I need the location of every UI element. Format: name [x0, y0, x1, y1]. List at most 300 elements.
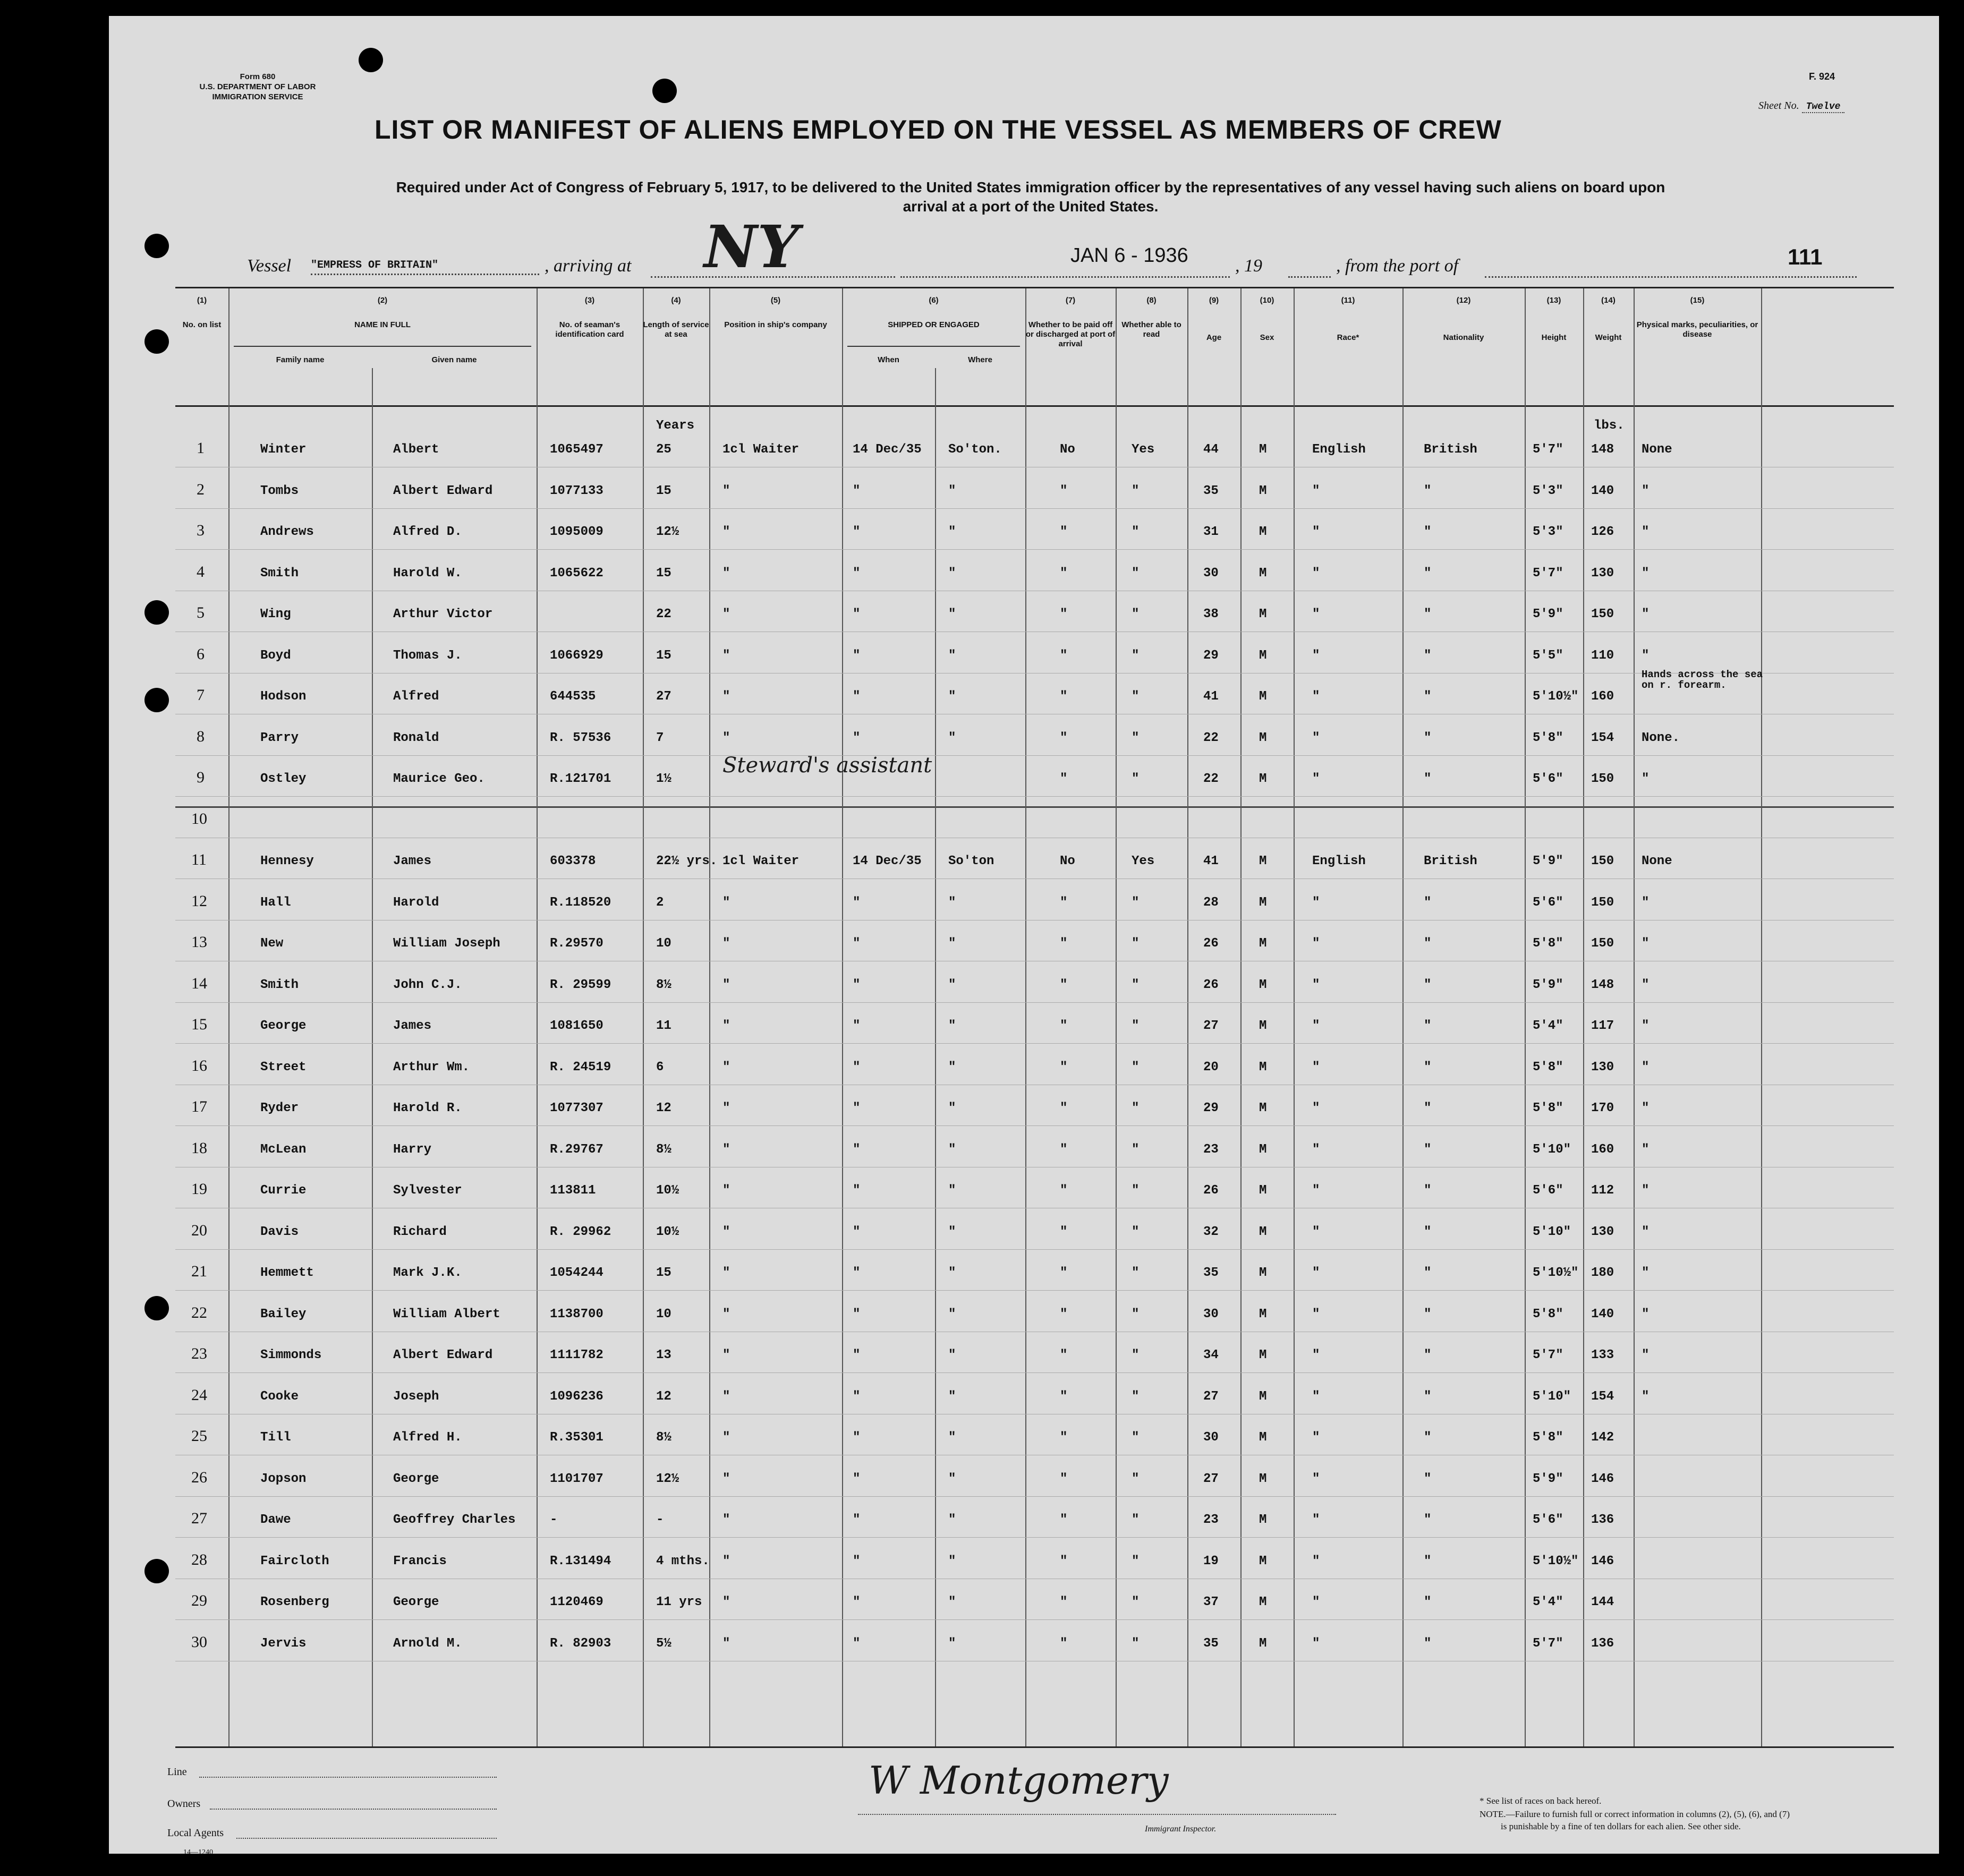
table-row [175, 633, 1894, 673]
shipped-when: " [853, 1389, 861, 1404]
family-name: Till [260, 1430, 291, 1445]
able-to-read: " [1132, 730, 1140, 745]
sex: M [1259, 1266, 1267, 1280]
paid-off: " [1060, 566, 1068, 581]
position: " [722, 607, 730, 621]
nationality: " [1424, 1019, 1432, 1033]
weight: 150 [1591, 936, 1614, 951]
given-name: Joseph [393, 1389, 439, 1404]
shipped-where: " [948, 1389, 956, 1404]
nationality: British [1424, 442, 1477, 457]
given-name: William Joseph [393, 936, 500, 951]
sex: M [1259, 607, 1267, 621]
table-row [175, 838, 1894, 879]
nationality: " [1424, 1636, 1432, 1651]
card-number: 1095009 [550, 525, 603, 539]
col-header-nationality [1402, 288, 1525, 405]
height: 5'6" [1533, 1183, 1563, 1198]
nationality: " [1424, 525, 1432, 539]
table-row [175, 1497, 1894, 1538]
race: English [1312, 854, 1366, 868]
height: 5'7" [1533, 1636, 1563, 1651]
age: 34 [1203, 1348, 1219, 1362]
weight: 130 [1591, 1224, 1614, 1239]
shipped-where: " [948, 936, 956, 951]
nationality: " [1424, 730, 1432, 745]
weight: 146 [1591, 1554, 1614, 1568]
card-number: R. 57536 [550, 730, 611, 745]
sex: M [1259, 1101, 1267, 1115]
shipped-when: " [853, 936, 861, 951]
shipped-when: " [853, 1554, 861, 1568]
nationality: " [1424, 1471, 1432, 1486]
card-number: R. 24519 [550, 1060, 611, 1075]
paid-off: " [1060, 483, 1068, 498]
sex: M [1259, 1513, 1267, 1527]
service-length: 11 [656, 1019, 671, 1033]
weight: 150 [1591, 607, 1614, 621]
shipped-where: " [948, 1595, 956, 1609]
paid-off: " [1060, 977, 1068, 992]
shipped-when: " [853, 1430, 861, 1445]
family-name: Faircloth [260, 1554, 329, 1568]
height: 5'8" [1533, 730, 1563, 745]
service-length: 15 [656, 1266, 671, 1280]
shipped-when: " [853, 1019, 861, 1033]
position: " [722, 1636, 730, 1651]
able-to-read: " [1132, 483, 1140, 498]
physical-marks: " [1642, 1019, 1650, 1033]
nationality: " [1424, 1348, 1432, 1362]
sex: M [1259, 730, 1267, 745]
shipped-when: " [853, 1142, 861, 1157]
position: " [722, 525, 730, 539]
card-number: 1081650 [550, 1019, 603, 1033]
able-to-read: " [1132, 1389, 1140, 1404]
height: 5'7" [1533, 566, 1563, 581]
family-name: Ryder [260, 1101, 299, 1115]
card-number: R.121701 [550, 772, 611, 786]
position: " [722, 689, 730, 704]
given-name: James [393, 854, 432, 868]
paid-off: " [1060, 607, 1068, 621]
height: 5'9" [1533, 607, 1563, 621]
paid-off: " [1060, 1430, 1068, 1445]
height: 5'5" [1533, 648, 1563, 663]
row-number: 7 [197, 686, 205, 704]
weight: 140 [1591, 1307, 1614, 1321]
subtitle-line-1: Required under Act of Congress of February 5, 1917, to be delivered to the United States immigration officer by the representatives of any vessel having such aliens on board upon [396, 179, 1665, 195]
col-num: (1) [197, 296, 207, 305]
unit-years: Years [656, 419, 695, 433]
shipped-where: " [948, 1348, 956, 1362]
department: U.S. DEPARTMENT OF LABOR [199, 82, 316, 91]
service-length: 25 [656, 442, 671, 457]
col-num: (11) [1341, 296, 1355, 305]
row-number: 20 [191, 1221, 207, 1239]
table-row [175, 1044, 1894, 1085]
family-name: Simmonds [260, 1348, 322, 1362]
age: 30 [1203, 1307, 1219, 1321]
sex: M [1259, 1019, 1267, 1033]
card-number: R.35301 [550, 1430, 603, 1445]
able-to-read: " [1132, 1183, 1140, 1198]
row9-handwritten-note: Steward's assistant [722, 753, 932, 778]
service-length: 8½ [656, 1430, 671, 1445]
header-divider [175, 405, 1894, 407]
shipped-when: " [853, 566, 861, 581]
physical-marks: " [1642, 1142, 1650, 1157]
service: IMMIGRATION SERVICE [212, 92, 303, 101]
from-port-label: , from the port of [1336, 256, 1459, 276]
shipped-when: " [853, 1636, 861, 1651]
col-label: Sex [1260, 333, 1274, 342]
card-number: 1111782 [550, 1348, 603, 1362]
arriving-value: NY [704, 212, 800, 281]
col-header-name [228, 288, 537, 405]
height: 5'6" [1533, 1513, 1563, 1527]
given-name: George [393, 1471, 439, 1486]
card-number: R. 29962 [550, 1224, 611, 1239]
weight: 150 [1591, 895, 1614, 910]
signature-dots [858, 1814, 1336, 1815]
family-name: Rosenberg [260, 1595, 329, 1609]
position: " [722, 936, 730, 951]
paid-off: " [1060, 525, 1068, 539]
sex: M [1259, 566, 1267, 581]
age: 41 [1203, 854, 1219, 868]
race: " [1312, 1513, 1320, 1527]
paid-off: " [1060, 1142, 1068, 1157]
race: " [1312, 895, 1320, 910]
age: 26 [1203, 1183, 1219, 1198]
age: 22 [1203, 730, 1219, 745]
sex: M [1259, 1142, 1267, 1157]
shipped-where: " [948, 1430, 956, 1445]
given-name: Richard [393, 1224, 447, 1239]
col-label: Whether able to read [1121, 320, 1181, 339]
shipped-when: " [853, 607, 861, 621]
given-name: Alfred H. [393, 1430, 462, 1445]
card-number: 1065497 [550, 442, 603, 457]
service-length: 15 [656, 483, 671, 498]
row-number: 16 [191, 1056, 207, 1075]
given-name: George [393, 1595, 439, 1609]
card-number: R.29767 [550, 1142, 603, 1157]
physical-marks: " [1642, 1389, 1650, 1404]
able-to-read: " [1132, 648, 1140, 663]
service-length: 11 yrs [656, 1595, 702, 1609]
race: " [1312, 1019, 1320, 1033]
given-name: Francis [393, 1554, 447, 1568]
table-row [175, 1127, 1894, 1167]
position: " [722, 1266, 730, 1280]
date-dots [900, 276, 1230, 278]
print-code: 14—1240 [183, 1848, 213, 1854]
agents-dots [236, 1838, 497, 1839]
table-row [175, 1209, 1894, 1250]
shipped-where: " [948, 689, 956, 704]
sex: M [1259, 648, 1267, 663]
card-number: 1138700 [550, 1307, 603, 1321]
col-label: NAME IN FULL [234, 317, 531, 347]
table-row [175, 1003, 1894, 1044]
page-subtitle [189, 178, 1873, 216]
position: " [722, 730, 730, 745]
sex: M [1259, 977, 1267, 992]
paid-off: No [1060, 854, 1075, 868]
position: " [722, 895, 730, 910]
race: " [1312, 1554, 1320, 1568]
col-header-marks [1634, 288, 1761, 405]
service-length: 10½ [656, 1183, 679, 1198]
paid-off: " [1060, 1595, 1068, 1609]
row-number: 26 [191, 1468, 207, 1486]
able-to-read: " [1132, 772, 1140, 786]
paid-off: " [1060, 689, 1068, 704]
height: 5'8" [1533, 1060, 1563, 1075]
shipped-where: " [948, 1060, 956, 1075]
table-row [175, 1332, 1894, 1373]
family-name: Wing [260, 607, 291, 621]
family-name: Smith [260, 566, 299, 581]
given-name: William Albert [393, 1307, 500, 1321]
table-row [175, 920, 1894, 961]
card-number: - [550, 1513, 558, 1527]
family-name: Andrews [260, 525, 314, 539]
service-length: 27 [656, 689, 671, 704]
nationality: " [1424, 895, 1432, 910]
inspector-label: Immigrant Inspector. [1145, 1824, 1217, 1834]
card-number: 113811 [550, 1183, 596, 1198]
shipped-where: " [948, 1142, 956, 1157]
shipped-where: " [948, 1101, 956, 1115]
sheet-value: Twelve [1802, 101, 1845, 113]
paid-off: " [1060, 1266, 1068, 1280]
physical-marks: " [1642, 566, 1650, 581]
sex: M [1259, 1389, 1267, 1404]
weight: 140 [1591, 483, 1614, 498]
physical-marks: None [1642, 854, 1672, 868]
shipped-where: " [948, 1183, 956, 1198]
sex: M [1259, 1636, 1267, 1651]
paid-off: " [1060, 1348, 1068, 1362]
card-number: 1066929 [550, 648, 603, 663]
row-number: 11 [191, 851, 207, 868]
col-label: Weight [1595, 333, 1622, 342]
row-number: 29 [191, 1592, 207, 1609]
able-to-read: " [1132, 1348, 1140, 1362]
family-name: Street [260, 1060, 307, 1075]
col-sub-labels [842, 347, 1025, 365]
col-header-card [537, 288, 643, 405]
paid-off: " [1060, 1060, 1068, 1075]
punch-hole [144, 329, 169, 354]
age: 35 [1203, 483, 1219, 498]
table-row [175, 1374, 1894, 1414]
col-sub-family: Family name [276, 355, 325, 364]
height: 5'3" [1533, 525, 1563, 539]
paid-off: " [1060, 1307, 1068, 1321]
note-races: * See list of races on back hereof. [1480, 1796, 1602, 1806]
weight: 136 [1591, 1513, 1614, 1527]
family-name: Smith [260, 977, 299, 992]
race: " [1312, 483, 1320, 498]
row-number: 13 [191, 933, 207, 951]
age: 32 [1203, 1224, 1219, 1239]
sex: M [1259, 1183, 1267, 1198]
agents-label: Local Agents [167, 1827, 224, 1839]
physical-marks: " [1642, 483, 1650, 498]
age: 37 [1203, 1595, 1219, 1609]
col-header-age [1187, 288, 1240, 405]
col-num: (12) [1456, 296, 1471, 305]
family-name: Currie [260, 1183, 307, 1198]
col-header-weight [1583, 288, 1634, 405]
shipped-when: " [853, 977, 861, 992]
footer-block [167, 1758, 1894, 1854]
paid-off: " [1060, 895, 1068, 910]
table-row [175, 591, 1894, 632]
age: 26 [1203, 977, 1219, 992]
family-name: Hemmett [260, 1266, 314, 1280]
col-header-position [709, 288, 842, 405]
row-number: 21 [191, 1263, 207, 1280]
shipped-when: " [853, 1513, 861, 1527]
race: " [1312, 1430, 1320, 1445]
service-length: 10 [656, 1307, 671, 1321]
able-to-read: " [1132, 936, 1140, 951]
punch-hole [144, 688, 169, 712]
given-name: Albert Edward [393, 1348, 493, 1362]
physical-marks: " [1642, 1348, 1650, 1362]
table-row [175, 1167, 1894, 1208]
family-name: Hodson [260, 689, 307, 704]
sex: M [1259, 1554, 1267, 1568]
table-row [175, 962, 1894, 1003]
family-name: Parry [260, 730, 299, 745]
given-name: Harold R. [393, 1101, 462, 1115]
card-number: 1054244 [550, 1266, 603, 1280]
able-to-read: " [1132, 1101, 1140, 1115]
col-num: (7) [1065, 296, 1076, 305]
table-row [175, 669, 1894, 714]
card-number: 1077307 [550, 1101, 603, 1115]
shipped-where: " [948, 1636, 956, 1651]
col-sub-when: When [878, 355, 899, 364]
position: " [722, 483, 730, 498]
shipped-when: " [853, 895, 861, 910]
physical-marks: " [1642, 607, 1650, 621]
age: 29 [1203, 1101, 1219, 1115]
nationality: " [1424, 648, 1432, 663]
service-length: 6 [656, 1060, 664, 1075]
arriving-label: , arriving at [545, 256, 632, 276]
able-to-read: " [1132, 1307, 1140, 1321]
age: 30 [1203, 566, 1219, 581]
able-to-read: " [1132, 1554, 1140, 1568]
col-num: (9) [1209, 296, 1219, 305]
weight: 133 [1591, 1348, 1614, 1362]
row-number: 25 [191, 1427, 207, 1445]
table-row [175, 1250, 1894, 1291]
crew-table [175, 287, 1894, 1748]
physical-marks: Hands across the sea on r. forearm. [1642, 669, 1763, 691]
height: 5'10" [1533, 1389, 1571, 1404]
note-line-1: NOTE.—Failure to furnish full or correct information in columns (2), (5), (6), and (7) [1480, 1809, 1790, 1819]
race: English [1312, 442, 1366, 457]
paid-off: " [1060, 1513, 1068, 1527]
height: 5'6" [1533, 772, 1563, 786]
given-name: Arthur Victor [393, 607, 493, 621]
col-label: SHIPPED OR ENGAGED [847, 317, 1020, 347]
shipped-where: So'ton [948, 854, 994, 868]
shipped-where: " [948, 607, 956, 621]
shipped-where: " [948, 977, 956, 992]
col-num: (14) [1601, 296, 1616, 305]
file-ref: F. 924 [1809, 71, 1835, 82]
sex: M [1259, 1307, 1267, 1321]
height: 5'10½" [1533, 1266, 1579, 1280]
nationality: " [1424, 1389, 1432, 1404]
paid-off: " [1060, 1224, 1068, 1239]
position: " [722, 1471, 730, 1486]
given-name: Mark J.K. [393, 1266, 462, 1280]
sex: M [1259, 442, 1267, 457]
col-header-height [1525, 288, 1583, 405]
card-number: 1096236 [550, 1389, 603, 1404]
nationality: " [1424, 1101, 1432, 1115]
paid-off: " [1060, 1554, 1068, 1568]
card-number: R. 29599 [550, 977, 611, 992]
col-header-read [1116, 288, 1187, 405]
col-header-no [175, 288, 228, 405]
physical-marks: " [1642, 977, 1650, 992]
table-row [175, 715, 1894, 756]
row-number: 23 [191, 1345, 207, 1362]
height: 5'4" [1533, 1595, 1563, 1609]
shipped-where: So'ton. [948, 442, 1002, 457]
weight: 154 [1591, 730, 1614, 745]
able-to-read: " [1132, 1636, 1140, 1651]
table-row [175, 468, 1894, 509]
race: " [1312, 1348, 1320, 1362]
shipped-where: " [948, 1307, 956, 1321]
given-name: Albert [393, 442, 439, 457]
shipped-where: " [948, 1019, 956, 1033]
paid-off: " [1060, 772, 1068, 786]
table-row [175, 427, 1894, 467]
service-length: 8½ [656, 1142, 671, 1157]
col-num: (10) [1260, 296, 1274, 305]
form-id-block [167, 72, 348, 102]
able-to-read: " [1132, 1019, 1140, 1033]
paid-off: " [1060, 1101, 1068, 1115]
weight: 110 [1591, 648, 1614, 663]
able-to-read: " [1132, 1266, 1140, 1280]
age: 41 [1203, 689, 1219, 704]
inspector-signature: W Montgomery [869, 1758, 1169, 1803]
paid-off: " [1060, 1019, 1068, 1033]
vessel-value: "EMPRESS OF BRITAIN" [311, 259, 539, 275]
weight: 136 [1591, 1636, 1614, 1651]
shipped-when: " [853, 1101, 861, 1115]
height: 5'9" [1533, 977, 1563, 992]
given-name: Sylvester [393, 1183, 462, 1198]
shipped-where: " [948, 566, 956, 581]
family-name: Winter [260, 442, 307, 457]
paid-off: No [1060, 442, 1075, 457]
